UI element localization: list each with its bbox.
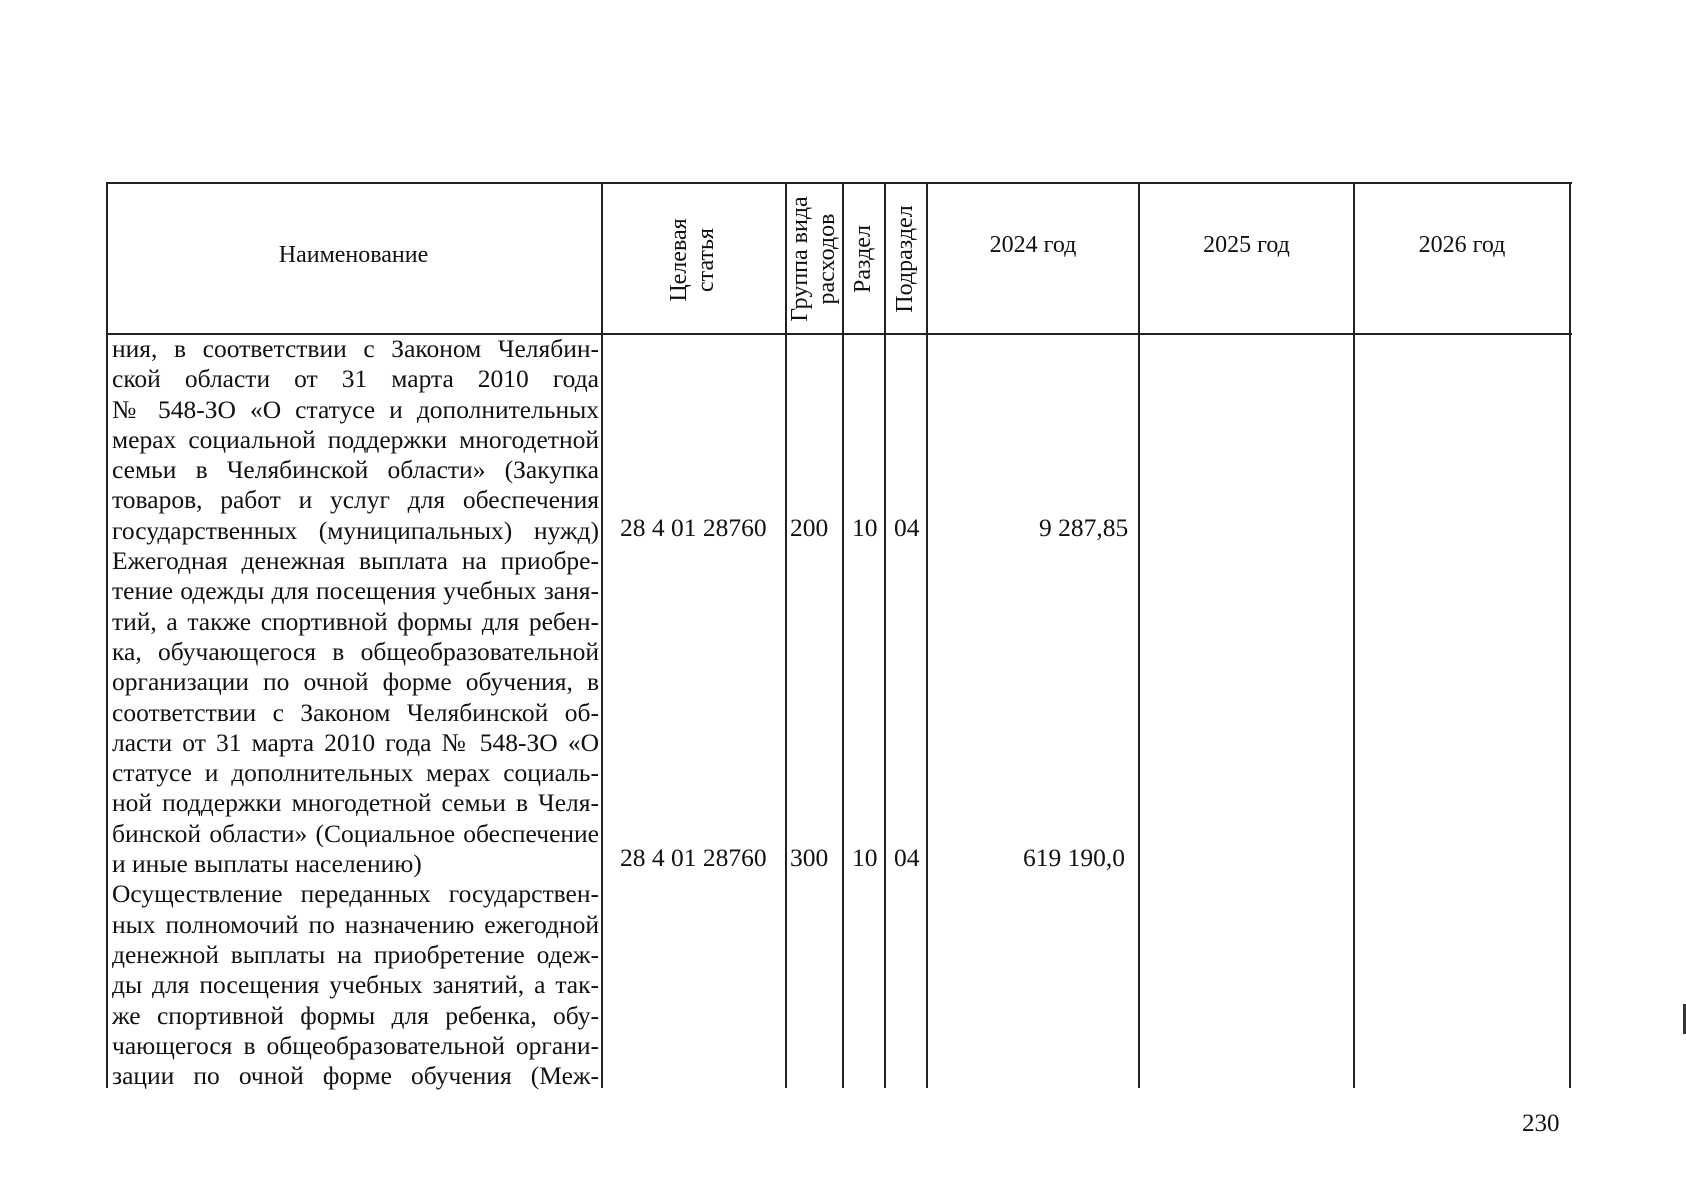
col-divider-2024 <box>1138 182 1140 1088</box>
name-line: ных полномочий по назначению ежегодной <box>112 909 599 939</box>
row1-year-2024: 9 287,85 <box>1039 513 1129 542</box>
name-line: Ежегодная денежная выплата на приобре- <box>112 546 599 576</box>
header-expense-group-line2: расходов <box>814 213 840 305</box>
col-divider-left <box>106 182 108 1088</box>
name-line: соответствии с Законом Челябинской об- <box>112 697 599 727</box>
name-line: и иные выплаты населению) <box>112 849 422 879</box>
row1-expense-group: 200 <box>790 513 829 542</box>
row1-section: 10 <box>852 513 878 542</box>
header-expense-group <box>786 184 843 334</box>
row2-year-2024: 619 190,0 <box>1023 843 1125 872</box>
name-line: товаров, работ и услуг для обеспечения <box>112 485 599 515</box>
name-line: денежной выплаты на приобретение одеж- <box>112 939 599 969</box>
name-line: семьи в Челябинской области» (Закупка <box>112 455 599 485</box>
name-line: же спортивной формы для ребенка, обу- <box>112 1000 599 1030</box>
row2-target-article: 28 4 01 28760 <box>620 843 767 872</box>
header-expense-group-line1: Группа вида <box>787 196 813 322</box>
header-target-article-line2: статья <box>693 228 719 292</box>
header-subsection: Подраздел <box>892 205 918 313</box>
header-target-article-line1: Целевая <box>666 218 692 302</box>
header-year-2025: 2025 год <box>1203 232 1290 258</box>
header-year-2026: 2026 год <box>1418 232 1506 258</box>
name-line: № 548-ЗО «О статусе и дополнительных <box>112 394 599 424</box>
row2-section: 10 <box>852 843 878 872</box>
row1-target-article: 28 4 01 28760 <box>620 513 767 542</box>
name-line: ласти от 31 марта 2010 года № 548-ЗО «О <box>112 727 599 757</box>
name-line: ка, обучающегося в общеобразовательной <box>112 636 599 666</box>
col-divider-2025 <box>1353 182 1355 1088</box>
name-line: Осуществление переданных государствен- <box>112 879 599 909</box>
name-line: тение одежды для посещения учебных заня- <box>112 576 599 606</box>
col-divider-right <box>1569 182 1571 1088</box>
name-line: ской области от 31 марта 2010 года <box>112 364 599 394</box>
header-year-2024: 2024 год <box>989 232 1077 258</box>
row1-subsection: 04 <box>894 513 920 542</box>
name-column-text <box>112 334 599 1091</box>
header-name: Наименование <box>278 242 429 268</box>
name-line: мерах социальной поддержки многодетной <box>112 424 599 454</box>
page-number: 230 <box>1522 1110 1560 1137</box>
header-target-article <box>602 184 786 334</box>
name-line: чающегося в общеобразовательной органи- <box>112 1030 599 1060</box>
name-line: зации по очной форме обучения (Меж- <box>112 1061 599 1091</box>
name-line: организации по очной форме обучения, в <box>112 667 599 697</box>
name-line: государственных (муниципальных) нужд) <box>112 515 599 545</box>
name-line: ды для посещения учебных занятий, а так- <box>112 970 599 1000</box>
name-line: статусе и дополнительных мерах социаль- <box>112 758 599 788</box>
row2-expense-group: 300 <box>790 843 829 872</box>
row2-subsection: 04 <box>894 843 920 872</box>
header-section: Раздел <box>850 225 876 293</box>
name-line: тий, а также спортивной формы для ребен- <box>112 606 599 636</box>
name-line: ной поддержки многодетной семьи в Челя- <box>112 788 599 818</box>
name-line: ния, в соответствии с Законом Челябин- <box>112 334 599 363</box>
name-line: бинской области» (Социальное обеспечение <box>112 818 599 848</box>
